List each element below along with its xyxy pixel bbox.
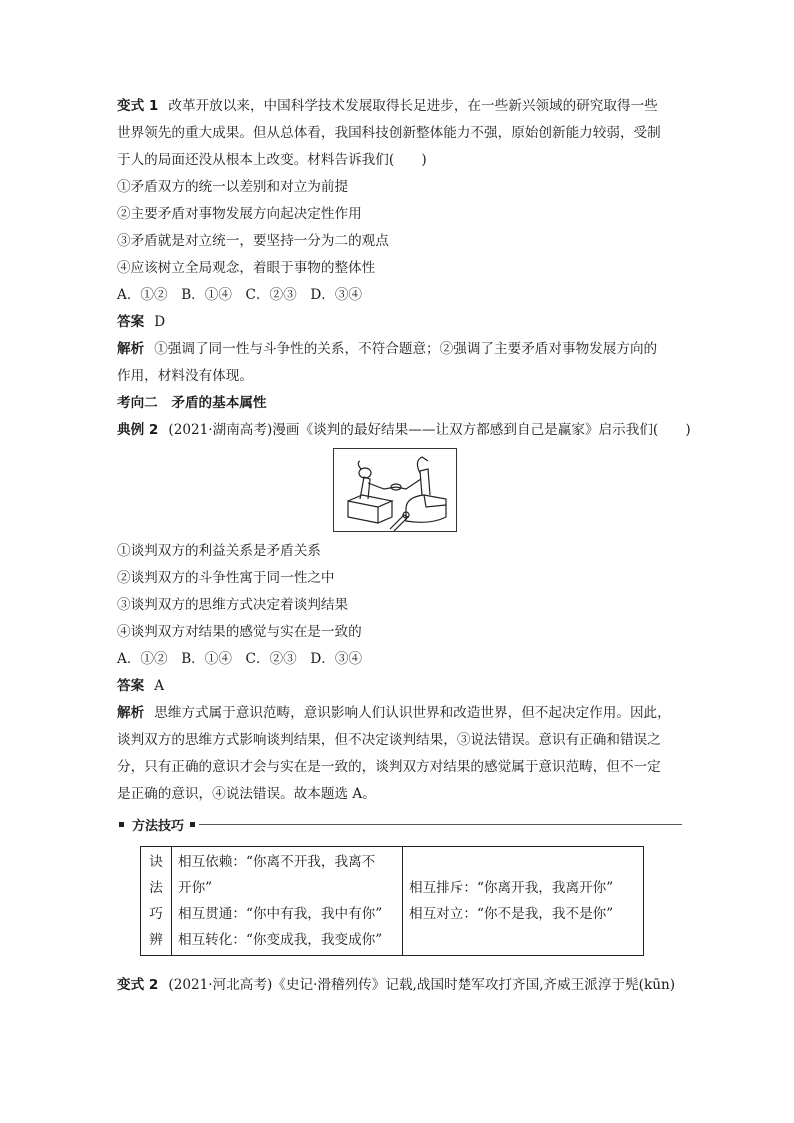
answer-value: A [154,678,165,694]
variant1-label: 变式 1 [117,98,159,114]
method-tips-title: 方法技巧 [132,818,185,834]
variant1-option-2: ②主要矛盾对事物发展方向起决定性作用 [117,206,362,222]
square-bullet-icon [190,822,195,827]
variant1-stem-line-3: 于人的局面还没从根本上改变。材料告诉我们( ) [117,152,427,168]
section-heading: 考向二 矛盾的基本属性 [117,395,267,411]
example2-label: 典例 2 [117,422,159,438]
variant1-answer [117,309,682,336]
answer-label: 答案 [117,314,145,330]
example2-analysis-line-3: 分，只有正确的意识才会与实在是一致的，谈判双方对结果的感觉属于意识范畴，但不一定 [117,759,661,775]
variant2-stem: 变式 2 (2021·河北高考)《史记·滑稽列传》记载,战国时楚军攻打齐国,齐威王派淳于髡(kūn) [117,977,676,993]
variant1-stem-line-1: 变式 1 改革开放以来，中国科学技术发展取得长足进步，在一些新兴领域的研究取得一些 [117,98,658,114]
tips-unity-cell: 相互依赖：“你离不开我，我离不 开你” 相互贯通：“你中有我，我中有你” 相互转化：“你变成我，我变成你” [172,847,403,956]
analysis-label: 解析 [117,705,145,721]
example2-answer [117,673,682,700]
example2-analysis-line-2: 谈判双方的思维方式影响谈判结果，但不决定谈判结果，③说法错误。意识有正确和错误之 [117,732,661,748]
example2-analysis-line-4: 是正确的意识，④说法错误。故本题选 A。 [117,786,376,802]
example2-option-4: ④谈判双方对结果的感觉与实在是一致的 [117,624,362,640]
cartoon-figure [333,448,457,532]
example2-option-3: ③谈判双方的思维方式决定着谈判结果 [117,597,349,613]
square-bullet-icon [119,822,124,827]
variant1-option-1: ①矛盾双方的统一以差别和对立为前提 [117,179,349,195]
example2-stem: 典例 2 (2021·湖南高考)漫画《谈判的最好结果——让双方都感到自己是赢家》启示我们( ) [117,422,691,438]
tips-struggle-cell: 相互排斥：“你离开我，我离开你” 相互对立：“你不是我，我不是你” [403,847,644,956]
example2-analysis-line-1: 解析 思维方式属于意识范畴，意识影响人们认识世界和改造世界，但不起决定作用。因此， [117,705,671,721]
example2-choices: A．①② B．①④ C．②③ D．③④ [117,651,363,667]
document-page [117,93,691,999]
divider-line [199,824,682,825]
tips-key-column: 诀 法 巧 辨 [141,847,172,956]
variant1-stem-line-2: 世界领先的重大成果。但从总体看，我国科技创新整体能力不强，原始创新能力较弱，受制 [117,125,661,141]
variant1-analysis-line-2: 作用，材料没有体现。 [117,368,253,384]
variant1-choices: A．①② B．①④ C．②③ D．③④ [117,287,363,303]
cartoon-negotiation-image [334,449,456,531]
example2-option-2: ②谈判双方的斗争性寓于同一性之中 [117,570,335,586]
variant1-option-3: ③矛盾就是对立统一，要坚持一分为二的观点 [117,233,389,249]
variant1-option-4: ④应该树立全局观念，着眼于事物的整体性 [117,260,376,276]
variant1-analysis-line-1: 解析 ①强调了同一性与斗争性的关系，不符合题意；②强调了主要矛盾对事物发展方向的 [117,341,658,357]
answer-value: D [154,314,166,330]
analysis-label: 解析 [117,341,145,357]
example2 [117,417,691,808]
method-tips-table [140,846,644,956]
example2-option-1: ①谈判双方的利益关系是矛盾关系 [117,543,321,559]
variant1 [117,93,682,390]
variant2-label: 变式 2 [117,977,159,993]
method-tips-header [117,810,682,838]
answer-label: 答案 [117,678,145,694]
